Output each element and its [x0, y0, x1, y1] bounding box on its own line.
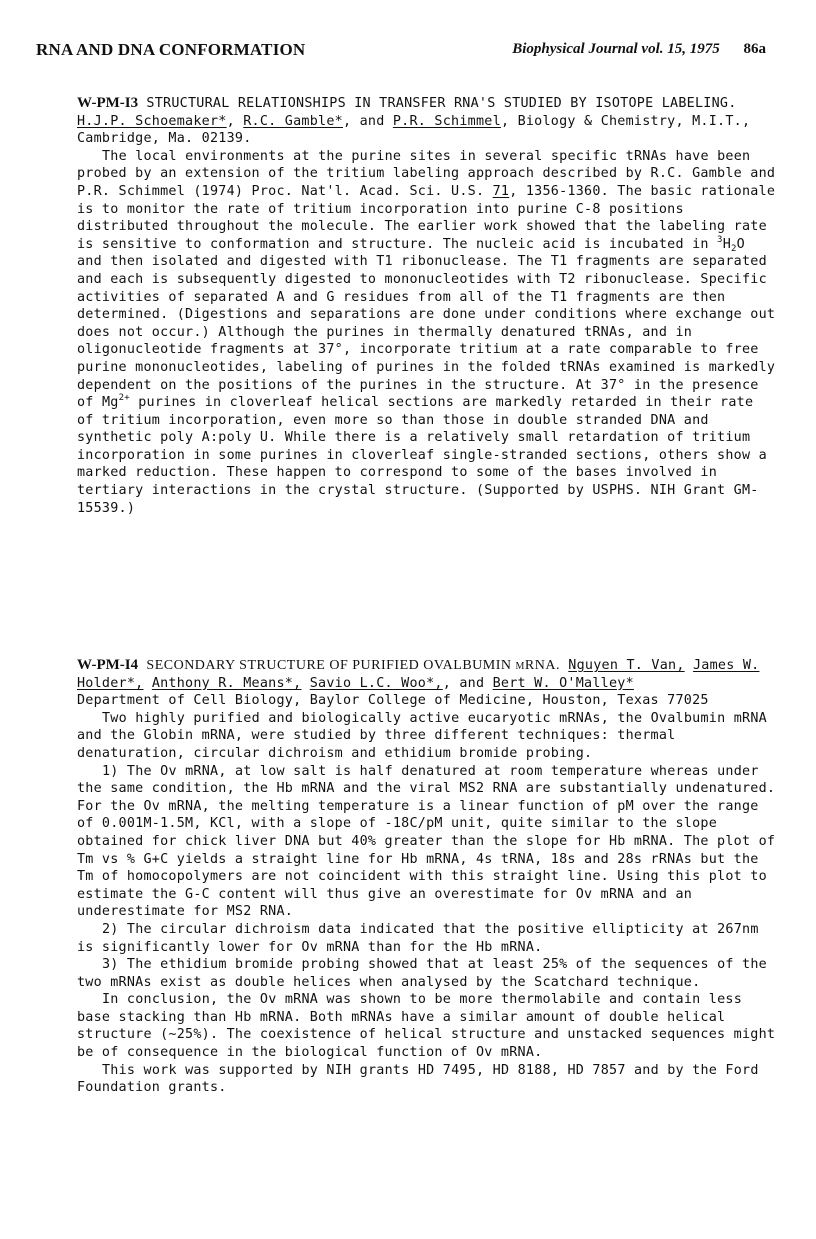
conjunction: , and: [442, 675, 485, 691]
abstract-heading: W-PM-I3 STRUCTURAL RELATIONSHIPS IN TRANSFER RNA'S STUDIED BY ISOTOPE LABELING. H.J.P. Schoemaker*, R.C. Gamble*, and P.R. Schimmel, Biology & Chemistry, M.I.T., Cambridge, Ma. 02139.: [77, 95, 751, 147]
section-title: RNA AND DNA CONFORMATION: [36, 40, 306, 59]
abstract-heading: [77, 657, 777, 692]
isotope-mass: 3: [717, 234, 723, 245]
journal-info: [512, 41, 766, 58]
abstract-title: STRUCTURAL RELATIONSHIPS IN TRANSFER RNA'S STUDIED BY ISOTOPE LABELING.: [146, 96, 737, 111]
abstract-w-pm-i3: [77, 95, 777, 517]
abstract-id: W-PM-I3: [77, 95, 139, 111]
author: Nguyen T. Van,: [568, 658, 685, 673]
body-text: and then isolated and digested with T1 ribonuclease. The T1 fragments are separated and each is subsequently digested to mononucleotides with T2 ribonuclease. Specific activities of separated A and G residues from all of the T1 fragments are then determined. (Digestions and separations are done under conditions where exchange out does not occur.) Although the purines in thermally denatured tRNAs, and in oligonucleotide fragments at 37°, incorporate tritium at a rate comparable to free purine mononucleotides, labeling of purines in the folded tRNAs examined is markedly dependent on the positions of the purines in the structure. At 37° in the presence of: [77, 254, 776, 411]
author: Savio L.C. Woo*,: [309, 675, 443, 691]
body-text: purines in cloverleaf helical sections are markedly retarded in their rate of tritium incorporation, even more so than those in double stranded DNA and synthetic poly A:poly U. While there is a relatively small retardation of tritium incorporation in some purines in cloverleaf single-stranded sections, others show a marked reduction. These happen to correspond to some of the bases involved in tertiary interactions in the crystal structure. (Supported by USPHS. NIH Grant GM-15539.): [77, 395, 767, 516]
conjunction: and: [359, 113, 385, 129]
author: H.J.P. Schoemaker*: [77, 113, 227, 129]
abstract-body: [77, 148, 777, 517]
body-text: , 1356-1360. The basic rationale is to monitor the rate of tritium incorporation into purine C-8 positions distributed throughout the molecule. The earlier work showed that the labeling rate is sensitive to conformation and structure. The nucleic acid is incubated in: [77, 183, 776, 252]
isotope-oxygen: O: [736, 236, 745, 252]
intro-paragraph: Two highly purified and biologically active eucaryotic mRNAs, the Ovalbumin mRNA and the Globin mRNA, were studied by three different techniques: thermal denaturation, circular dichroism and ethidium bromide probing.: [77, 710, 767, 761]
author: James W. Holder*,: [77, 658, 760, 691]
author: R.C. Gamble*: [243, 113, 343, 129]
finding-3: 3) The ethidium bromide probing showed that at least 25% of the sequences of the two mRNAs exist as double helices when analysed by the Scatchard technique.: [77, 957, 767, 990]
finding-1: 1) The Ov mRNA, at low salt is half denatured at room temperature whereas under the same condition, the Hb mRNA and the viral MS2 RNA are substantially undenatured. For the Ov mRNA, the melting temperature is a linear function of pM over the range of 0.001M-1.5M, KCl, with a slope of -18C/pM unit, quite similar to the slope obtained for chick liver DNA but 40% greater than the slope for Hb mRNA. The plot of Tm vs % G+C yields a straight line for Hb mRNA, 4s tRNA, 18s and 28s rRNAs but the Tm of homocopolymers are not coincident with this straight line. Using this plot to estimate the G-C content will thus give an overestimate for Ov mRNA and an underestimate for MS2 RNA.: [77, 763, 776, 920]
page-number: 86a: [743, 41, 766, 57]
magnesium-symbol: Mg: [101, 395, 119, 411]
body-text: The local environments at the purine sites in several specific tRNAs have been probed by an extension of the tritium labeling approach described by R.C. Gamble and P.R. Schimmel (1974) Proc. Nat'l. Acad. Sci. U.S.: [77, 148, 776, 199]
isotope-symbol: H: [722, 236, 731, 252]
journal-citation: Biophysical Journal vol. 15, 1975: [512, 41, 720, 57]
running-header: [36, 40, 766, 64]
affiliation: Department of Cell Biology, Baylor College of Medicine, Houston, Texas 77025: [77, 693, 709, 709]
affiliation-part: Chemistry, M.I.T., Cambridge, Ma. 02139.: [77, 113, 751, 147]
conclusion-paragraph: In conclusion, the Ov mRNA was shown to be more thermolabile and contain less base stacking than Hb mRNA. Both mRNAs have a similar amount of double helical structure (~25%). The coexistence of helical structure and unstacked sequences might be of consequence in the biological function of Ov mRNA.: [77, 992, 776, 1061]
abstract-title: SECONDARY STRUCTURE OF PURIFIED OVALBUMIN mRNA.: [146, 658, 560, 673]
ion-charge: 2+: [118, 393, 130, 404]
abstract-id: W-PM-I4: [77, 657, 139, 673]
author: Anthony R. Means*,: [151, 675, 302, 691]
author: P.R. Schimmel: [392, 113, 501, 129]
author: Bert W. O'Malley*: [492, 675, 634, 691]
finding-2: 2) The circular dichroism data indicated that the positive ellipticity at 267nm is significantly lower for Ov mRNA than for the Hb mRNA.: [77, 921, 759, 955]
affiliation-part: Biology &: [517, 113, 593, 129]
volume-number: 71: [492, 183, 510, 199]
funding-paragraph: This work was supported by NIH grants HD 7495, HD 8188, HD 7857 and by the Ford Foundation grants.: [77, 1062, 759, 1096]
abstract-w-pm-i4: [77, 657, 777, 1097]
isotope-subscript: 2: [731, 243, 737, 254]
